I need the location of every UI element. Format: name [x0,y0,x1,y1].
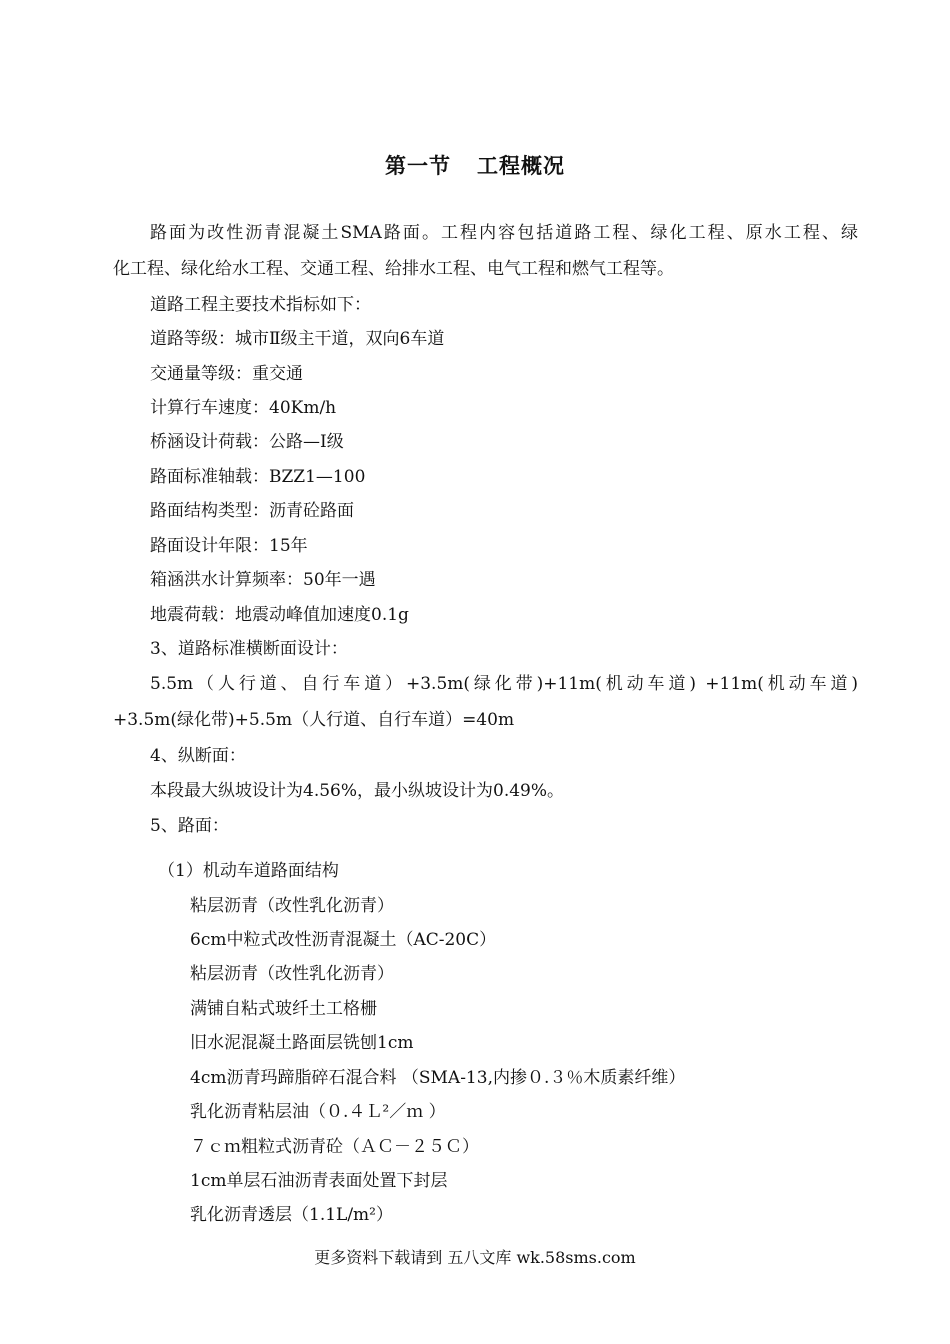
pavement-layer: 粘层沥青（改性乳化沥青） [190,964,394,984]
pavement-layer: 乳化沥青粘层油（０.４Ｌ²／ｍ ） [190,1102,446,1122]
cross-section-line-2: +3.5m(绿化带)+5.5m（人行道、自行车道）=40m [113,710,515,730]
cross-section-line-1: 5.5m（人行道、自行车道）+3.5m(绿化带)+11m(机动车道) +11m(机动车道) [150,674,858,694]
section4-text: 本段最大纵坡设计为4.56%，最小纵坡设计为0.49%。 [150,781,565,801]
spec-item: 交通量等级：重交通 [150,364,303,384]
spec-item: 计算行车速度：40Km/h [150,398,337,418]
spec-item: 路面标准轴载：BZZ1—100 [150,467,366,487]
pavement-layer: 满铺自粘式玻纤土工格栅 [190,999,377,1019]
pavement-layer: 4cm沥青玛蹄脂碎石混合料 （SMA-13,内掺０.３％木质素纤维） [190,1068,686,1088]
spec-item: 地震荷载：地震动峰值加速度0.1g [150,605,409,625]
spec-item: 桥涵设计荷载：公路—Ⅰ级 [150,432,344,452]
pavement-layer: ７ｃｍ粗粒式沥青砼（ＡＣ－２５Ｃ） [190,1137,479,1157]
intro-line-2: 化工程、绿化给水工程、交通工程、给排水工程、电气工程和燃气工程等。 [113,259,674,279]
section-title [0,150,950,180]
pavement-layer: 1cm单层石油沥青表面处置下封层 [190,1171,448,1191]
pavement-layer: 旧水泥混凝土路面层铣刨1cm [190,1033,414,1053]
footer-download-link[interactable]: 更多资料下载请到 五八文库 wk.58sms.com [314,1248,636,1267]
spec-item: 路面设计年限：15年 [150,536,308,556]
section3-heading: 3、道路标准横断面设计： [150,639,348,659]
spec-item: 道路等级：城市Ⅱ级主干道，双向6车道 [150,329,445,349]
spec-item: 箱涵洪水计算频率：50年一遇 [150,570,376,590]
pavement-layer: 乳化沥青透层（1.1L/m²） [190,1205,393,1225]
section5-subheading: （1）机动车道路面结构 [158,861,339,881]
pavement-layer: 6cm中粒式改性沥青混凝土（AC-20C） [190,930,497,950]
section-number: 第一节 [385,153,451,178]
section4-heading: 4、纵断面： [150,746,246,766]
intro-line-1: 路面为改性沥青混凝土SMA路面。工程内容包括道路工程、绿化工程、原水工程、绿 [150,223,858,243]
section-name: 工程概况 [477,153,565,178]
specs-heading: 道路工程主要技术指标如下： [150,295,371,315]
spec-item: 路面结构类型：沥青砼路面 [150,501,354,521]
pavement-layer: 粘层沥青（改性乳化沥青） [190,896,394,916]
section5-heading: 5、路面： [150,816,229,836]
